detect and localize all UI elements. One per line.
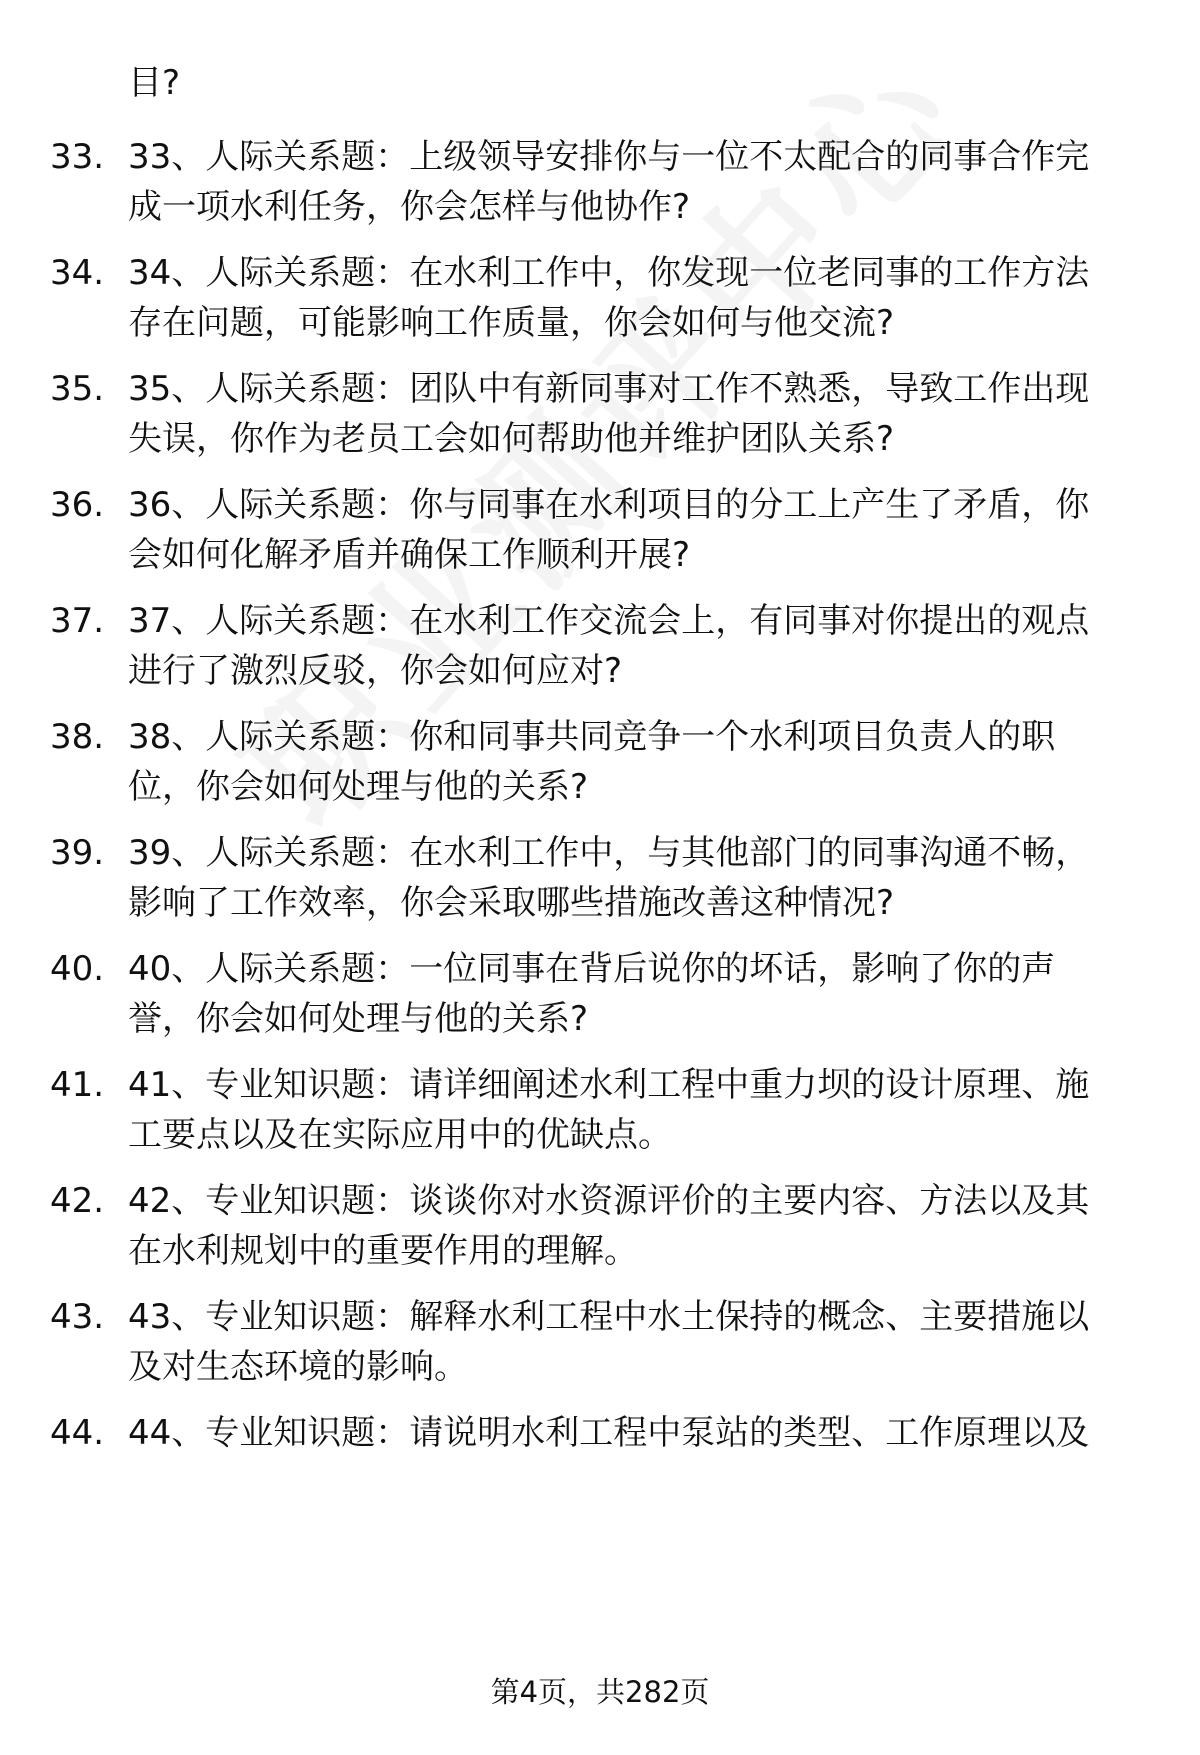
item-number: 37. <box>50 601 105 641</box>
item-line: 34、人际关系题：在水利工作中，你发现一位老同事的工作方法 <box>128 253 1090 293</box>
list-item <box>0 1292 1200 1392</box>
item-number: 44. <box>50 1413 105 1453</box>
item-line: 40、人际关系题：一位同事在背后说你的坏话，影响了你的声 <box>128 949 1056 989</box>
item-line: 誉，你会如何处理与他的关系? <box>128 999 589 1039</box>
item-number: 36. <box>50 485 105 525</box>
item-line: 在水利规划中的重要作用的理解。 <box>128 1231 638 1271</box>
list-item <box>0 248 1200 348</box>
list-item <box>0 480 1200 580</box>
item-text <box>128 1176 1148 1276</box>
item-line: 44、专业知识题：请说明水利工程中泵站的类型、工作原理以及 <box>128 1413 1090 1453</box>
continued-text: 目? <box>128 63 181 103</box>
item-line: 及对生态环境的影响。 <box>128 1347 468 1387</box>
item-line: 会如何化解矛盾并确保工作顺利开展? <box>128 535 691 575</box>
item-line: 位，你会如何处理与他的关系? <box>128 767 589 807</box>
item-line: 进行了激烈反驳，你会如何应对? <box>128 651 623 691</box>
list-item <box>0 132 1200 232</box>
item-line: 37、人际关系题：在水利工作交流会上，有同事对你提出的观点 <box>128 601 1090 641</box>
item-number: 40. <box>50 949 105 989</box>
item-text <box>128 944 1148 1044</box>
item-text <box>128 248 1148 348</box>
item-line: 33、人际关系题：上级领导安排你与一位不太配合的同事合作完 <box>128 137 1090 177</box>
list-item <box>0 944 1200 1044</box>
item-line: 35、人际关系题：团队中有新同事对工作不熟悉，导致工作出现 <box>128 369 1090 409</box>
list-item <box>0 1408 1200 1508</box>
item-number: 43. <box>50 1297 105 1337</box>
item-text <box>128 132 1148 232</box>
item-line: 工要点以及在实际应用中的优缺点。 <box>128 1115 672 1155</box>
item-line: 失误，你作为老员工会如何帮助他并维护团队关系? <box>128 419 895 459</box>
item-number: 34. <box>50 253 105 293</box>
item-text <box>128 364 1148 464</box>
item-line: 成一项水利任务，你会怎样与他协作? <box>128 187 691 227</box>
item-number: 39. <box>50 833 105 873</box>
list-item <box>0 1176 1200 1276</box>
item-line <box>128 1458 1148 1508</box>
item-number: 33. <box>50 137 105 177</box>
item-number: 42. <box>50 1181 105 1221</box>
list-item <box>0 828 1200 928</box>
item-text <box>128 596 1148 696</box>
page-footer: 第4页，共282页 <box>490 1675 710 1709</box>
list-item <box>0 596 1200 696</box>
item-line: 36、人际关系题：你与同事在水利项目的分工上产生了矛盾，你 <box>128 485 1090 525</box>
item-text <box>128 1408 1148 1508</box>
item-line: 42、专业知识题：谈谈你对水资源评价的主要内容、方法以及其 <box>128 1181 1090 1221</box>
item-text <box>128 828 1148 928</box>
item-line: 39、人际关系题：在水利工作中，与其他部门的同事沟通不畅， <box>128 833 1090 873</box>
item-text <box>128 1060 1148 1160</box>
item-line: 41、专业知识题：请详细阐述水利工程中重力坝的设计原理、施 <box>128 1065 1090 1105</box>
list-item <box>0 364 1200 464</box>
item-number: 41. <box>50 1065 105 1105</box>
item-text <box>128 712 1148 812</box>
item-line: 38、人际关系题：你和同事共同竞争一个水利项目负责人的职 <box>128 717 1056 757</box>
item-line: 影响了工作效率，你会采取哪些措施改善这种情况? <box>128 883 895 923</box>
item-line: 43、专业知识题：解释水利工程中水土保持的概念、主要措施以 <box>128 1297 1090 1337</box>
list-item <box>0 712 1200 812</box>
item-line: 存在问题，可能影响工作质量，你会如何与他交流? <box>128 303 895 343</box>
list-item <box>0 1060 1200 1160</box>
item-text <box>128 1292 1148 1392</box>
item-text <box>128 480 1148 580</box>
item-number: 38. <box>50 717 105 757</box>
item-number: 35. <box>50 369 105 409</box>
